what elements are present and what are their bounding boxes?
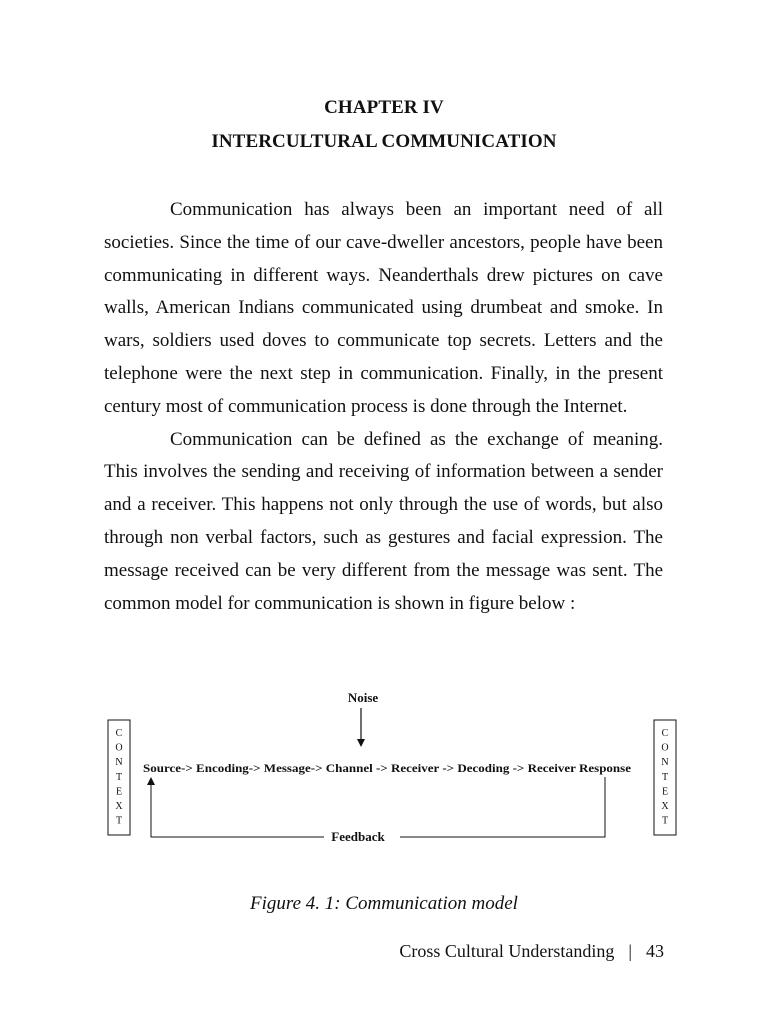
- feedback-label: Feedback: [331, 829, 385, 844]
- feedback-arrow-head: [147, 777, 155, 785]
- process-line: Source-> Encoding-> Message-> Channel -> Receiver -> Decoding -> Receiver Response: [143, 763, 631, 775]
- page-footer: [399, 941, 664, 962]
- paragraph-1: Communication has always been an important need of all societies. Since the time of our cave-dweller ancestors, people have been communicating in different ways. Neanderthals drew pictures on cave walls, American Indians communicated using drumbeat and smoke. In wars, soldiers used doves to communicate top secrets. Letters and the telephone were the next step in communication. Finally, in the present century most of communication process is done through the Internet.: [104, 199, 663, 417]
- chapter-title: INTERCULTURAL COMMUNICATION: [211, 131, 557, 152]
- communication-model-diagram: [100, 684, 684, 846]
- noise-label: Noise: [347, 690, 379, 705]
- context-label-right: C O N T E X T: [661, 728, 669, 827]
- page-number: 43: [646, 941, 664, 961]
- noise-arrow-head: [357, 739, 365, 747]
- chapter-number: CHAPTER IV: [324, 97, 444, 118]
- feedback-line-left: [151, 784, 324, 837]
- footer-separator: |: [628, 941, 632, 961]
- context-label-left: C O N T E X T: [115, 728, 123, 827]
- body-text: [104, 194, 663, 620]
- footer-book-title: Cross Cultural Understanding: [399, 941, 615, 961]
- feedback-line-right: [400, 777, 605, 837]
- figure-caption: Figure 4. 1: Communication model: [250, 893, 518, 914]
- diagram-svg: [100, 684, 684, 846]
- paragraph-2: Communication can be defined as the exchange of meaning. This involves the sending and receiving of information between a sender and a receiver. This happens not only through the use of words, but also through non verbal factors, such as gestures and facial expression. The message received can be very different from the message was sent. The common model for communication is shown in figure below :: [104, 428, 663, 614]
